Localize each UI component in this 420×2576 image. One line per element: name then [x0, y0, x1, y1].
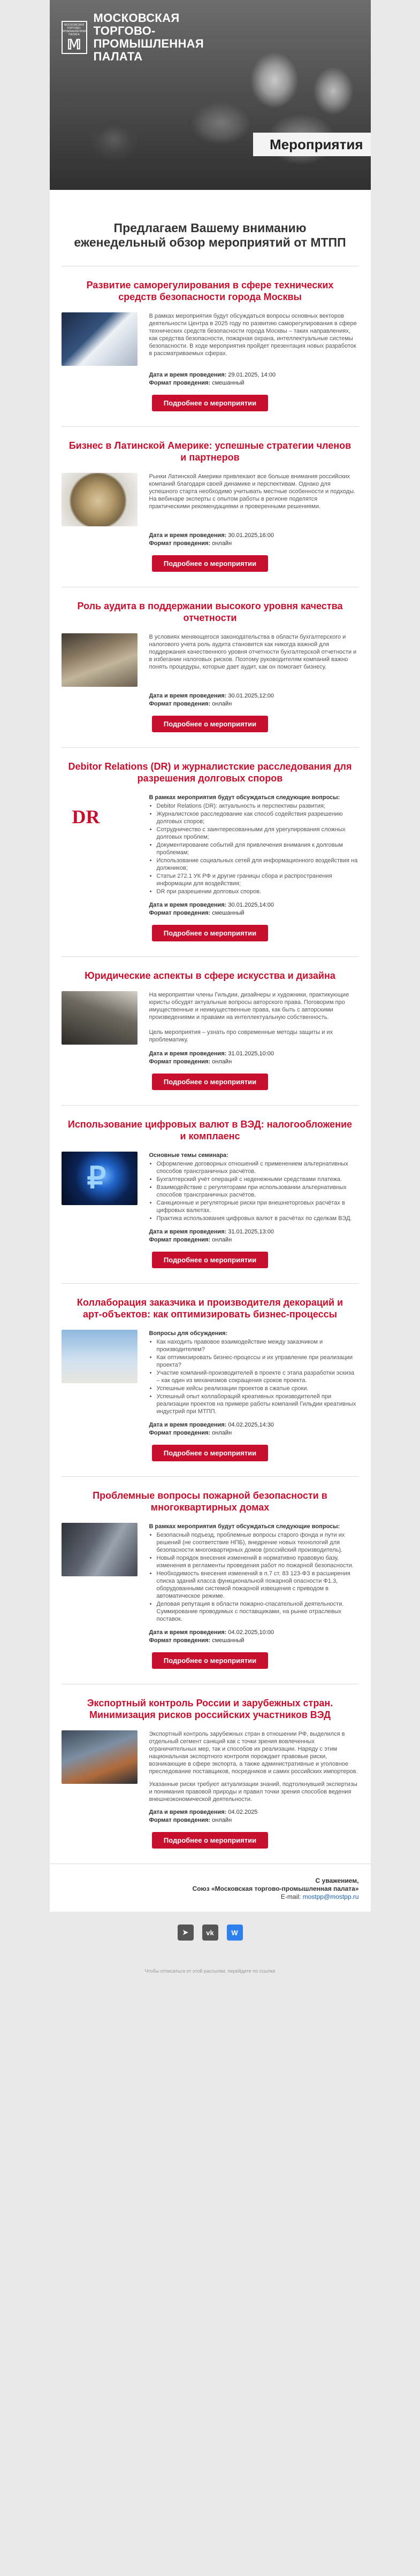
format-label: Формат проведения:	[149, 1430, 211, 1436]
event-date: 30.01.2025,14:00	[228, 902, 274, 908]
event-date: 30.01.2025,16:00	[228, 532, 274, 539]
event-card	[62, 747, 359, 956]
details-button[interactable]: Подробнее о мероприятии	[152, 1652, 268, 1669]
event-description	[149, 991, 359, 1045]
event-topics	[149, 802, 359, 895]
email-label: E-mail:	[280, 1893, 301, 1900]
date-label: Дата и время проведения:	[149, 1229, 227, 1235]
event-topics	[149, 1160, 359, 1222]
event-description: Рынки Латинской Америки привлекают все больше внимания российских компаний благодаря своей динамике и перспективам. Однако для успешного старта необходимо учитывать местные особенности и подходы. На вебинаре эксперты с опытом работы в регионе поделятся практическими рекомендациями и проверенными решениями.	[149, 473, 356, 510]
social-links	[0, 1912, 420, 1964]
event-format: смешанный	[212, 910, 245, 916]
date-label: Дата и время проведения:	[149, 1422, 227, 1428]
event-format: смешанный	[212, 380, 245, 386]
event-lead: Вопросы для обсуждения:	[149, 1330, 228, 1337]
list-item: • DR при разрешении долговых споров.	[157, 888, 359, 895]
event-description	[149, 1152, 359, 1223]
event-title[interactable]: Debitor Relations (DR) и журналистские расследования для разрешения долговых споров	[68, 761, 352, 784]
event-card	[62, 1283, 359, 1476]
list-item: • Необходимость внесения изменений в п.7 ст. 83 123-ФЗ в расширения списка зданий класса функциональной пожарной опасности Ф1.3, оборудованными системой пожарной извещения с приводом в автоматическое режиме.	[157, 1570, 359, 1600]
event-format: онлайн	[212, 1059, 232, 1065]
format-label: Формат проведения:	[149, 1237, 211, 1243]
event-paragraph: Экспортный контроль зарубежных стран в отношении РФ, выделился в отдельный сегмент санкций как с точки зрения вовлеченных ограничительных мер, так и способов их реализации. Наряду с этим национальная экспортного контроля порождает правовые риски, возникающие в сфере экспорта, а также административные и уголовное преследование поставщиков, посредников и самих российских импортеров.	[149, 1731, 358, 1775]
event-title[interactable]: Экспортный контроль России и зарубежных стран. Минимизация рисков российских участников ВЭД	[87, 1698, 333, 1720]
event-title[interactable]: Использование цифровых валют в ВЭД: налогообложение и комплаенс	[67, 1119, 353, 1141]
event-card	[62, 1105, 359, 1283]
event-title[interactable]: Юридические аспекты в сфере искусства и дизайна	[85, 970, 335, 981]
event-paragraph: Цель мероприятия – узнать про современные методы защиты и их проблематику.	[149, 1029, 333, 1043]
date-label: Дата и время проведения:	[149, 1629, 227, 1636]
list-item: • Сотрудничество с заинтересованными для урегулирования сложных долговых проблем;	[157, 826, 359, 841]
date-label: Дата и время проведения:	[149, 902, 227, 908]
event-format: онлайн	[212, 540, 232, 547]
list-item: • Документирование событий для привлечения внимания к долговым проблемам;	[157, 841, 359, 856]
logo-emblem-text: МОСКОВСКАЯ ТОРГОВО-ПРОМЫШЛЕННАЯ ПАЛАТА	[61, 24, 87, 36]
list-item: • Успешный опыт коллабораций креативных производителей при реализации проектов на примере работы компаний Гильдии креативных индустрий при МТПП.	[157, 1393, 359, 1415]
format-label: Формат проведения:	[149, 701, 211, 707]
list-item: • Оформление договорных отношений с применением альтернативных способов трансграничных расчётов.	[157, 1160, 359, 1175]
format-label: Формат проведения:	[149, 1059, 211, 1065]
email-link[interactable]: mostpp@mostpp.ru	[302, 1893, 359, 1900]
format-label: Формат проведения:	[149, 1817, 211, 1823]
details-button[interactable]: Подробнее о мероприятии	[152, 925, 268, 941]
event-lead: Основные темы семинара:	[149, 1152, 228, 1159]
event-paragraph: Указанные риски требуют актуализации знаний, подтолкнувшей экспертизы и понимания правовой природы и правил точки зрения способов ведения внешнеэкономической деятельности.	[149, 1781, 357, 1803]
event-format: онлайн	[212, 1817, 232, 1823]
w-icon[interactable]: W	[227, 1925, 243, 1941]
format-label: Формат проведения:	[149, 910, 211, 916]
event-paragraph: На мероприятии члены Гильдии, дизайнеры и художники, практикующие юристы обсудят актуальные вопросы авторского права. Поговорим про имущественные и неимущественные права, как быть с авторскими произведениями и правами на интеллектуальную собственность.	[149, 992, 349, 1021]
unsubscribe-note	[0, 1964, 420, 1990]
event-format: онлайн	[212, 701, 232, 707]
details-button[interactable]: Подробнее о мероприятии	[152, 1252, 268, 1268]
list-item: • Взаимодействие с регуляторами при использовании альтернативных способов трансграничных расчётов.	[157, 1184, 359, 1199]
event-lead: В рамках мероприятия будут обсуждаться следующие вопросы:	[149, 1523, 340, 1530]
event-card	[62, 266, 359, 426]
page-title: Мероприятия	[269, 136, 363, 152]
event-description	[149, 1523, 359, 1623]
event-format: онлайн	[212, 1237, 232, 1243]
details-button[interactable]: Подробнее о мероприятии	[152, 716, 268, 732]
event-date: 29.01.2025, 14:00	[228, 372, 276, 378]
date-label: Дата и время проведения:	[149, 532, 227, 539]
event-card	[62, 1476, 359, 1684]
ruble-icon: ₽	[87, 1161, 106, 1194]
list-item: • Деловая репутация в области пожарно-спасательной деятельности. Суммирование проводимых с поставщиками, на рынке отраслевых поставок.	[157, 1600, 359, 1623]
list-item: • Новый порядок внесения изменений в нормативно правовую базу, изменения в регламенты проведения работ по пожарной безопасности.	[157, 1554, 359, 1569]
event-title[interactable]: Развитие саморегулирования в сфере технических средств безопасности города Москвы	[86, 280, 334, 302]
event-image[interactable]	[62, 473, 138, 526]
event-image[interactable]	[62, 794, 138, 847]
event-image[interactable]	[62, 991, 138, 1045]
event-card	[62, 426, 359, 587]
details-button[interactable]: Подробнее о мероприятии	[152, 1074, 268, 1090]
dr-icon: DR	[72, 806, 100, 827]
list-item: • Журналистское расследование как способ содействия разрешению долговых споров;	[157, 810, 359, 825]
event-title[interactable]: Проблемные вопросы пожарной безопасности в многоквартирных домах	[93, 1490, 327, 1513]
details-button[interactable]: Подробнее о мероприятии	[152, 395, 268, 411]
list-item: • Как оптимизировать бизнес-процессы и их управление при реализации проекта?	[157, 1354, 359, 1369]
date-label: Дата и время проведения:	[149, 693, 227, 699]
event-image[interactable]	[62, 312, 138, 366]
footer-signature	[50, 1864, 371, 1912]
list-item: • Санкционные и регуляторные риски при внешнеторговых расчётах в цифровых валютах.	[157, 1199, 359, 1214]
event-format: онлайн	[212, 1430, 232, 1436]
format-label: Формат проведения:	[149, 1637, 211, 1644]
event-date: 04.02.2025,10:00	[228, 1629, 274, 1636]
list-item: • Debitor Relations (DR): актуальность и перспективы развития;	[157, 802, 359, 810]
event-date: 31.01.2025,13:00	[228, 1229, 274, 1235]
details-button[interactable]: Подробнее о мероприятии	[152, 555, 268, 572]
footer-regards: С уважением,	[315, 1877, 359, 1884]
event-date: 04.02.2025,14:30	[228, 1422, 274, 1428]
list-item: • Практика использования цифровых валют в расчётах по сделкам ВЭД.	[157, 1215, 359, 1222]
event-image[interactable]	[62, 633, 138, 687]
details-button[interactable]: Подробнее о мероприятии	[152, 1832, 268, 1849]
event-image[interactable]	[62, 1330, 138, 1383]
event-description: В условиях меняющегося законодательства в области бухгалтерского и налогового учета роль аудита становится как никогда важной для поддержания качественного уровня отчетности бухгалтерской отчетности и в избегании налоговых рисков. Поэтому руководителям компаний важно понять процедуры, которые дает аудит, как он помогает бизнесу.	[149, 634, 357, 670]
format-label: Формат проведения:	[149, 380, 211, 386]
unsubscribe-text: Чтобы отписаться от этой рассылки, перейдите по	[144, 1968, 258, 1974]
hero-banner	[50, 0, 371, 190]
list-item: • Использование социальных сетей для информационного воздействия на должников;	[157, 857, 359, 872]
hero-title-band	[253, 133, 371, 156]
details-button[interactable]: Подробнее о мероприятии	[152, 1445, 268, 1461]
event-format: смешанный	[212, 1637, 245, 1644]
date-label: Дата и время проведения:	[149, 372, 227, 378]
logo-text: МОСКОВСКАЯ ТОРГОВО-ПРОМЫШЛЕННАЯ ПАЛАТА	[93, 11, 204, 63]
telegram-icon[interactable]: ➤	[178, 1925, 194, 1941]
event-title[interactable]: Бизнес в Латинской Америке: успешные стратегии членов и партнеров	[68, 440, 352, 463]
email-container	[50, 0, 371, 1912]
event-image[interactable]	[62, 1152, 138, 1205]
list-item: • Статьи 272.1 УК РФ и другие границы сбора и распространения информации для воздействия;	[157, 872, 359, 887]
event-topics	[149, 1531, 359, 1623]
format-label: Формат проведения:	[149, 540, 211, 547]
list-item: • Как находить правовое взаимодействие между заказчиком и производителем?	[157, 1338, 359, 1353]
event-date: 30.01.2025,12:00	[228, 693, 274, 699]
event-title[interactable]: Коллаборация заказчика и производителя декораций и арт-объектов: как оптимизировать бизнес-процессы	[77, 1297, 343, 1320]
list-item: • Безопасный подъезд, проблемные вопросы старого фонда и пути их решений (не соответствие НПБ), внедрение новых технологий для безопасности многоквартирных домов (российский производитель).	[157, 1531, 359, 1554]
event-description: В рамках мероприятия будут обсуждаться вопросы основных векторов деятельности Центра в 2025 году по развитию саморегулирования в сфере технических средств безопасности города Москвы – таких направлениях, как средства безопасности, пожарная охрана, интеллектуальные системы безопасности. В ходе мероприятия пройдет презентация новых разработок в рассматриваемых сферах.	[149, 313, 357, 357]
event-topics	[149, 1338, 359, 1415]
event-card	[62, 587, 359, 747]
event-title[interactable]: Роль аудита в поддержании высокого уровня качества отчетности	[77, 601, 343, 623]
logo-emblem-icon: МОСКОВСКАЯ ТОРГОВО-ПРОМЫШЛЕННАЯ ПАЛАТА 𝕄	[62, 21, 87, 54]
logo[interactable]	[62, 12, 243, 63]
event-card	[62, 1684, 359, 1864]
event-description	[149, 1330, 359, 1416]
event-date: 04.02.2025	[228, 1809, 258, 1815]
event-lead: В рамках мероприятия будут обсуждаться следующие вопросы:	[149, 794, 340, 801]
list-item: • Участие компаний-производителей в проекте с этапа разработки эскиза – как один из механизмов сокращения сроков проекта.	[157, 1369, 359, 1384]
list-item: • Успешные кейсы реализации проектов в сжатые сроки.	[157, 1385, 359, 1392]
footer-org: Союз «Московская торгово-промышленная палата»	[192, 1885, 359, 1892]
date-label: Дата и время проведения:	[149, 1809, 227, 1815]
event-image[interactable]	[62, 1730, 138, 1784]
unsubscribe-link[interactable]: ссылке	[259, 1968, 276, 1974]
vk-icon[interactable]: vk	[202, 1925, 218, 1941]
intro-heading: Предлагаем Вашему вниманию еженедельный обзор мероприятий от МТПП	[74, 221, 346, 249]
date-label: Дата и время проведения:	[149, 1051, 227, 1057]
event-description	[149, 794, 359, 896]
event-date: 31.01.2025,10:00	[228, 1051, 274, 1057]
event-card	[62, 956, 359, 1105]
list-item: • Бухгалтерский учёт операций с неденежными средствами платежа.	[157, 1176, 359, 1183]
event-image[interactable]	[62, 1523, 138, 1576]
event-description	[149, 1730, 359, 1803]
